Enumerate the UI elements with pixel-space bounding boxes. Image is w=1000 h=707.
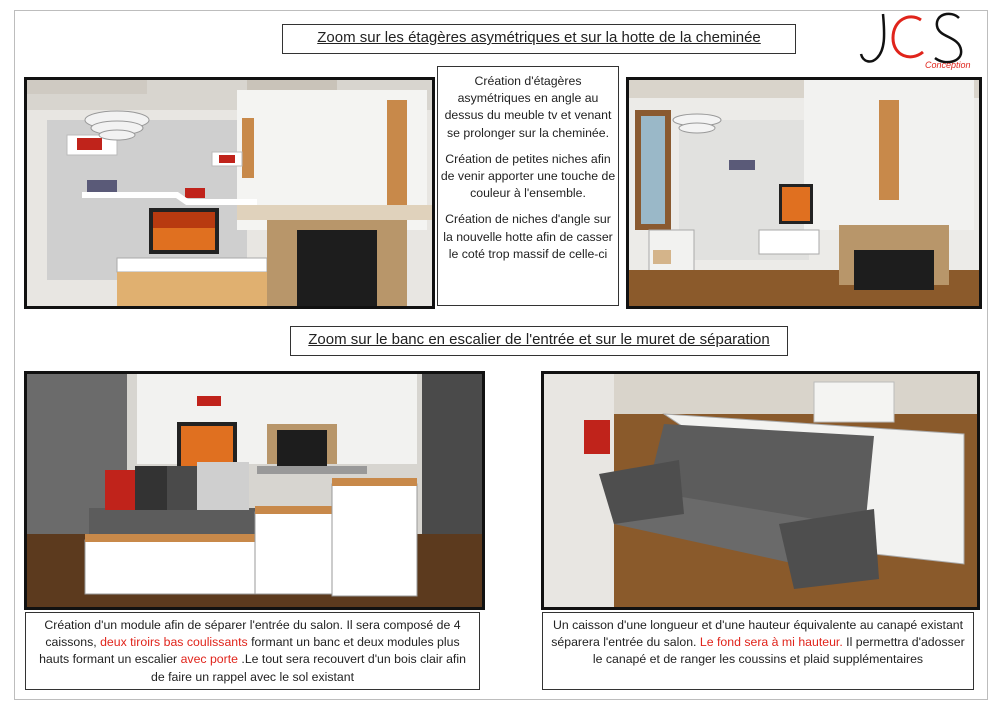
section2-title: Zoom sur le banc en escalier de l'entrée et sur le muret de séparation xyxy=(290,326,788,356)
paragraph-niches: Création de petites niches afin de venir apporter une touche de couleur à l'ensemble. xyxy=(440,151,616,201)
partition-description xyxy=(542,612,974,690)
partition-text-part1: Un caisson d'une longueur et d'une hauteur équivalente au canapé existant séparera l'entrée du salon. xyxy=(551,618,964,650)
bench-text-part1: Création d'un module afin de séparer l'entrée du salon. Il sera composé de 4 caissons, xyxy=(44,618,461,650)
render-fireplace-hood xyxy=(626,77,982,309)
partition-text-highlight: Le fond sera à mi hauteur. xyxy=(699,635,843,650)
render-sofa-partition xyxy=(541,371,980,610)
logo-subtitle: Conception xyxy=(925,60,971,70)
paragraph-corner-niches: Création de niches d'angle sur la nouvelle hotte afin de casser le coté trop massif de celle-ci xyxy=(443,212,613,261)
bench-text-part3: .Le tout sera recouvert d'un bois clair afin de faire un rappel avec le sol existant xyxy=(150,652,466,684)
partition-text-part2: Il permettra d'adosser le canapé et de ranger les coussins et plaid supplémentaires xyxy=(592,635,965,667)
bench-description xyxy=(25,612,480,690)
render-bench-staircase xyxy=(24,371,485,610)
bench-text-highlight-door: avec porte xyxy=(180,652,238,667)
render-shelves-tv xyxy=(24,77,435,309)
bench-text-part2: formant un banc et deux modules plus hauts formant un escalier xyxy=(39,635,460,667)
section1-title: Zoom sur les étagères asymétriques et sur la hotte de la cheminée xyxy=(282,24,796,54)
section1-description xyxy=(437,66,619,306)
paragraph-shelves: Création d'étagères asymétriques en angle au dessus du meuble tv et venant se prolonger sur la cheminée. xyxy=(444,74,612,140)
jcs-logo xyxy=(855,6,975,70)
bench-text-highlight-drawers: deux tiroirs bas coulissants xyxy=(100,635,248,650)
